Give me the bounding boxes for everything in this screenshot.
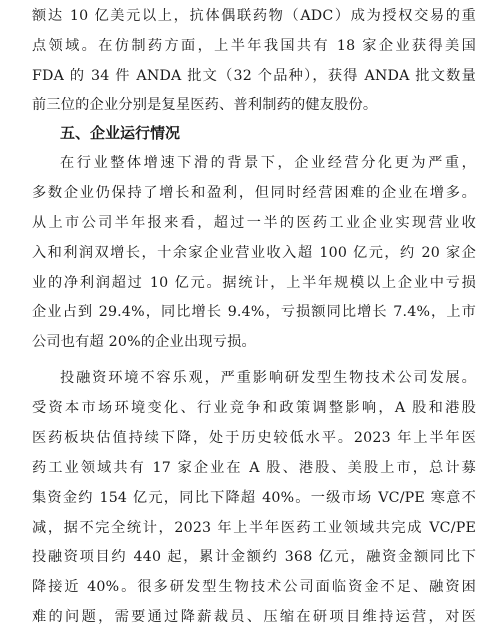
text-line: 多数企业仍保持了增长和盈利，但同时经营困难的企业在增多。: [32, 185, 476, 201]
text-line: 难的问题，需要通过降薪裁员、压缩在研项目维持运营，对医: [32, 609, 476, 625]
text-line: 入和利润双增长，十余家企业营业收入超 100 亿元，约 20 家企: [32, 244, 476, 261]
text-line: 投融资项目约 440 起，累计金额约 368 亿元，融资金额同比下: [32, 549, 476, 566]
text-line: 点领域。在仿制药方面，上半年我国共有 18 家企业获得美国: [32, 37, 476, 54]
text-line: 减，据不完全统计，2023 年上半年医药工业领域共完成 VC/PE: [32, 519, 476, 536]
text-line: 前三位的企业分别是复星医药、普利制药的健友股份。: [32, 97, 378, 114]
text-line: 投融资环境不容乐观，严重影响研发型生物技术公司发展。: [60, 370, 476, 387]
text-line: 受资本市场环境变化、行业竞争和政策调整影响，A 股和港股: [32, 400, 476, 417]
text-line: 医药板块估值持续下降，处于历史较低水平。2023 年上半年医: [32, 430, 476, 446]
text-line: 从上市公司半年报来看，超过一半的医药工业企业实现营业收: [32, 214, 476, 231]
text-line: 公司也有超 20%的企业出现亏损。: [32, 334, 256, 351]
section-heading: 五、企业运行情况: [60, 124, 181, 143]
text-line: 业的净利润超过 10 亿元。据统计，上半年规模以上企业中亏损: [32, 274, 476, 291]
text-line: 额达 10 亿美元以上，抗体偶联药物（ADC）成为授权交易的重: [32, 7, 476, 24]
text-line: 集资金约 154 亿元，同比下降超 40%。一级市场 VC/PE 寒意不: [32, 489, 476, 506]
text-line: 企业占到 29.4%，同比增长 9.4%，亏损额同比增长 7.4%，上市: [32, 304, 476, 321]
text-line: 在行业整体增速下滑的背景下，企业经营分化更为严重，: [60, 155, 476, 172]
text-line: 药工业领域共有 17 家企业在 A 股、港股、美股上市，总计募: [32, 459, 476, 476]
text-line: FDA 的 34 件 ANDA 批文（32 个品种），获得 ANDA 批文数量: [32, 67, 476, 84]
text-line: 降接近 40%。很多研发型生物技术公司面临资金不足、融资困: [32, 579, 476, 596]
